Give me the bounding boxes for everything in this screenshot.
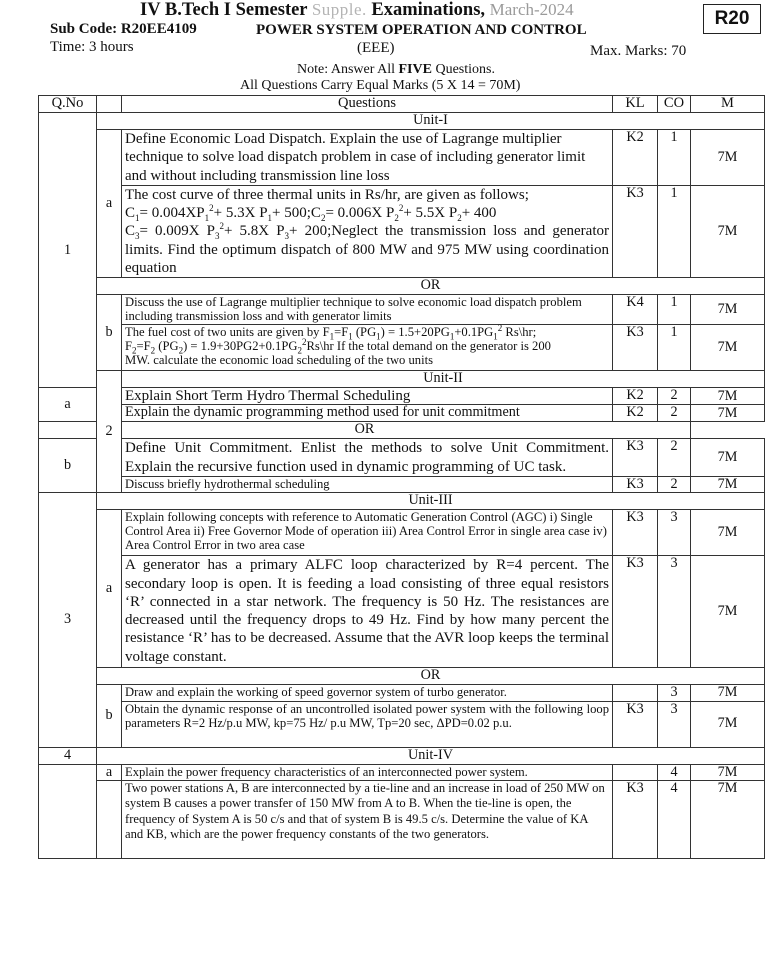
q3-b-question-2: Obtain the dynamic response of an uncontrolled isolated power system with the following loop parameters R=2 Hz/p.u MW, kp=75 Hz/ p.u MW, Tp=20 sec, ΔPD=0.02 p.u. [122,701,613,747]
header-m: M [691,96,765,113]
q4-number: 4 [39,747,97,764]
q1-part-a: a [97,130,122,278]
exam-date: March-2024 [489,0,574,19]
unit-heading: Unit-III [97,493,765,510]
q2-part-b: b [39,439,97,493]
q2-b-question-2: Discuss briefly hydrothermal scheduling [122,476,613,492]
q4-a-question-2: Two power stations A, B are interconnected by a tie-line and an increase in load of 250 MW on system B causes a power transfer of 150 MW from A to B. When the tie-line is open, the frequency of System A is 50 c/s and that of system B is 49.5 c/s. Determine the value of KA and KB, which are the power frequency constants of the two generators. [122,780,613,858]
q1-b-question-1: Discuss the use of Lagrange multiplier technique to solve economic load dispatch problem including transmission loss and with generator limits [122,295,613,325]
q1-a-question-1: Define Economic Load Dispatch. Explain the use of Lagrange multiplier technique to solve load dispatch problem in case of including generator limit and without including transmission line loss [122,130,613,186]
q2-b-question-1: Define Unit Commitment. Enlist the methods to solve Unit Commitment. Explain the recursive function used in dynamic programming of UC task. [122,439,613,477]
q3-part-b: b [97,685,122,747]
or-separator: OR [97,278,765,295]
max-marks: Max. Marks: 70 [590,43,687,59]
q1-number: 1 [39,113,97,388]
q3-a-question-1: Explain following concepts with reference to Automatic Generation Control (AGC) i) Single Control Area ii) Free Governor Mode of operation iii) Area Control Error in single area case iv) Area Control Error in two area case [122,510,613,556]
exam-title: IV B.Tech I Semester Supple. Examinations, March-2024 [140,0,574,20]
unit-heading: Unit-II [122,371,765,388]
q4-part-a: a [97,764,122,780]
q3-number: 3 [39,493,97,747]
marks-note: All Questions Carry Equal Marks (5 X 14 = 70M) [240,78,521,93]
q2-a-question-1: Explain Short Term Hydro Thermal Scheduling [122,388,613,405]
q1-part-b: b [97,295,122,371]
header-co: CO [658,96,691,113]
table-header-row [39,96,765,113]
header-questions: Questions [122,96,613,113]
q2-number: 2 [97,371,122,493]
q2-a-question-2: Explain the dynamic programming method used for unit commitment [122,405,613,422]
question-table: Q.No Questions KL CO M 1 Unit-I a Define Economic Load Dispatch. Explain the use of Lagrange multiplier technique to solve load dispatch problem in case of including generator limit and without including transmission line loss K2 1 7M The cost curve of three thermal units in Rs/hr, are given as follows; $C_1= 0.004XP_1^2+ 5.3X$ $P_1+$ $500;C_2= 0.006X$ $P_2^2+ 5.5X$ $P_2+ 400$ $C_3= 0.009X$ $P_3^2+ 5.8X$ $P_3+$ 200;Neglect the transmission loss and generator limits. Find the optimum dispatch of 800 MW and 975 MW using coordination equation K3 1 7M OR b Discuss the use of Lagrange multiplier technique to solve economic load dispatch problem including transmission loss and with generator limits K4 1 7M The fuel cost of two units are given by $F_1=F_1$ $(PG_1) = 1.5+20PG_1+0.1PG_1^2$ Rs\hr; $F_2=F_2$ $(PG_2)$ = $1.9+30PG2+0.1PG_2^2Rs\backslash hr$ If the total demand on the generator is 200 MW. calculate the economic load scheduling of the two units K3 1 7M 2 Unit-II a Explain Short Term Hydro Thermal Scheduling K2 2 7M Explain the dynamic programming method used for unit commitment K2 2 7M OR b Define Unit Commitment. Enlist the methods to solve Unit Commitment. Explain the recursive function used in dynamic programming of UC task. K3 2 7M Discuss briefly hydrothermal scheduling K3 2 7M 3 Unit-III a Explain following concepts with reference to Automatic Generation Control (AGC) i) Single Control Area ii) Free Governor Mode of operation iii) Area Control Error in single area case iv) Area Control Error in two area case K3 3 7M A generator has a primary ALFC loop characterized by R=4 percent. The secondary loop is open. It is feeding a load consisting of three equal resistors ‘R’ connected in a star network. The frequency is 50 Hz. The resistances are decreased until the frequency drops to 49 Hz. Find by how many percent the resistance ‘R’ has to be decreased. Assume that the AVR loop keeps the terminal voltage constant. K3 3 7M OR b Draw and explain the working of speed governor system of turbo generator. 3 7M Obtain the dynamic response of an uncontrolled isolated power system with the following loop parameters R=2 Hz/p.u MW, kp=75 Hz/ p.u MW, Tp=20 sec, ΔPD=0.02 p.u. K3 3 7M 4 Unit-IV a Explain the power frequency characteristics of an interconnected power system. 4 7M Two power stations A, B are interconnected by a tie-line and an increase in load of 250 MW on system B causes a power transfer of 150 MW from A to B. When the tie-line is open, the frequency of System A is 50 c/s and that of system B is 49.5 c/s. Determine the value of KA and KB, which are the power frequency constants of the two generators. K3 4 7M [38,95,765,859]
or-separator: OR [39,422,691,439]
q2-part-a: a [39,388,97,422]
or-separator: OR [97,668,765,685]
header-qno: Q.No [39,96,97,113]
subject-code: Sub Code: R20EE4109 [50,21,197,37]
regulation-box: R20 [703,4,761,34]
q3-a-question-2: A generator has a primary ALFC loop characterized by R=4 percent. The secondary loop is open. It is feeding a load consisting of three equal resistors ‘R’ connected in a star network. The frequency is 50 Hz. The resistances are decreased until the frequency drops to 49 Hz. Find by how many percent the resistance ‘R’ has to be decreased. Assume that the AVR loop keeps the terminal voltage constant. [122,556,613,668]
q3-b-question-1: Draw and explain the working of speed governor system of turbo generator. [122,685,613,701]
q4-a-question-1: Explain the power frequency characteristics of an interconnected power system. [122,764,613,780]
q1-b-question-2: The fuel cost of two units are given by $F_1=F_1$ $(PG_1) = 1.5+20PG_1+0.1PG_1^2$ Rs\hr; $F_2=F_2$ $(PG_2)$ = $1.9+30PG2+0.1PG_2^2Rs\backslash hr$ If the total demand on the generator is 200 MW. calculate the economic load scheduling of the two units [122,325,613,371]
note: Note: Answer All FIVE Questions. [297,62,495,77]
unit-heading: Unit-IV [97,747,765,764]
q1-a-question-2: The cost curve of three thermal units in Rs/hr, are given as follows; $C_1= 0.004XP_1^2+ 5.3X$ $P_1+$ $500;C_2= 0.006X$ $P_2^2+ 5.5X$ $P_2+ 400$ $C_3= 0.009X$ $P_3^2+ 5.8X$ $P_3+$ 200;Neglect the transmission loss and generator limits. Find the optimum dispatch of 800 MW and 975 MW using coordination equation [122,185,613,277]
exam-time: Time: 3 hours [50,39,134,55]
supple-watermark-text: Supple. [311,0,367,19]
branch: (EEE) [357,40,395,56]
unit-heading: Unit-I [97,113,765,130]
subject-name: POWER SYSTEM OPERATION AND CONTROL [256,22,587,38]
header-kl: KL [613,96,658,113]
q3-part-a: a [97,510,122,668]
